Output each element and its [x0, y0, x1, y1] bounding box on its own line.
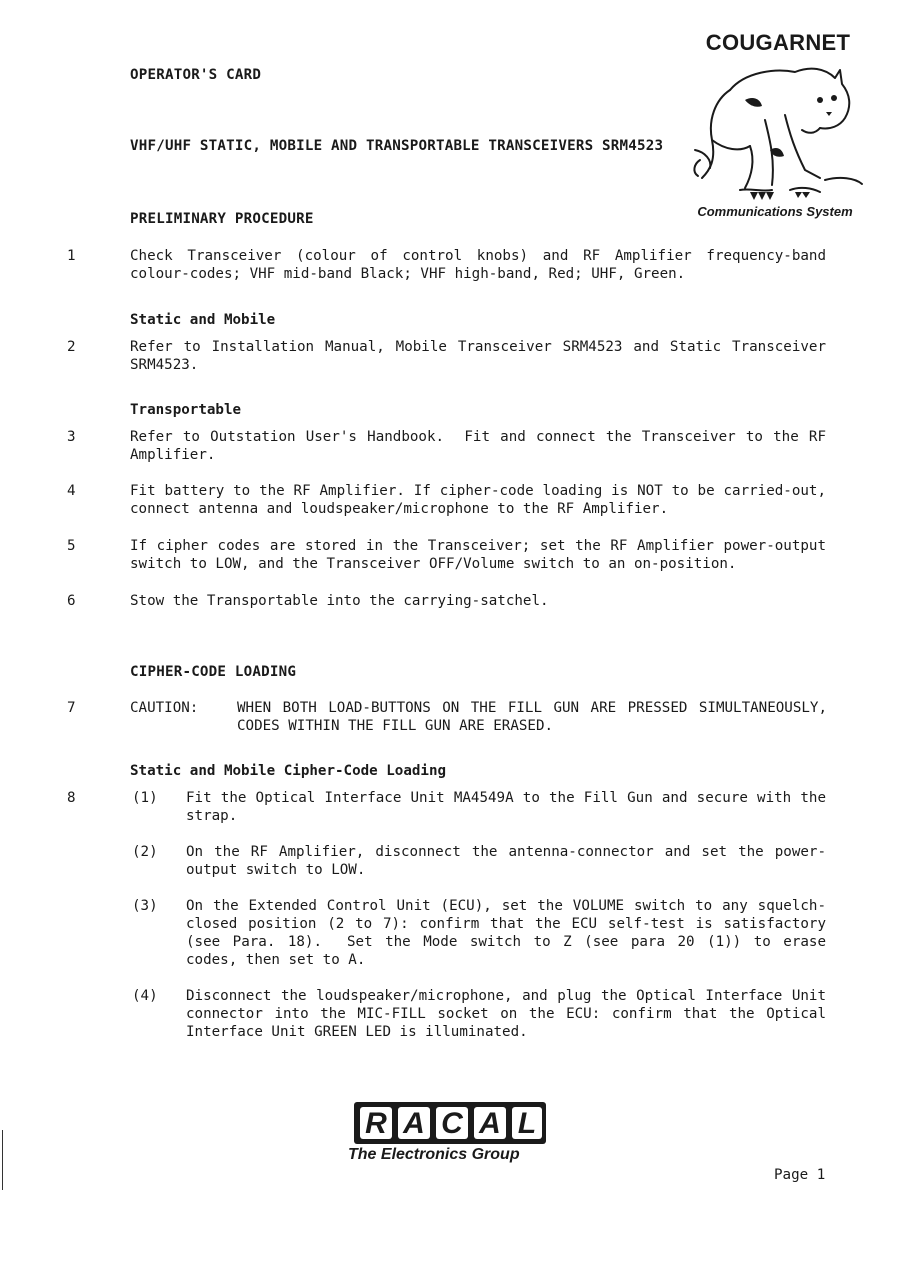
brand-tagline: Communications System [697, 204, 853, 219]
item-number: 3 [67, 429, 76, 445]
svg-text:A: A [479, 1107, 501, 1140]
scan-mark [2, 1130, 3, 1190]
subheading-static-mobile: Static and Mobile [130, 312, 276, 328]
caution-text: WHEN BOTH LOAD-BUTTONS ON THE FILL GUN ARE PRESSED SIMULTANEOUSLY, CODES WITHIN THE FILL GUN ARE ERASED. [237, 700, 836, 734]
section-title-preliminary: PRELIMINARY PROCEDURE [130, 211, 314, 227]
svg-text:A: A [403, 1107, 425, 1140]
brand-name: COUGARNET [705, 30, 851, 55]
racal-tagline: The Electronics Group [348, 1146, 520, 1163]
card-title: OPERATOR'S CARD [130, 67, 262, 83]
item-text: Refer to Outstation User's Handbook. Fit and connect the Transceiver to the RF Amplifier. [130, 429, 835, 463]
step-label: (1) [132, 790, 158, 806]
item-number: 2 [67, 339, 76, 355]
step-text: On the Extended Control Unit (ECU), set the VOLUME switch to any squelch-closed position (2 to 7): confirm that the ECU self-test is satisfactory (see Para. 18). Set the Mode switch to Z (see para 20 (1)) to erase codes, then set to A. [186, 898, 835, 968]
item-number: 1 [67, 248, 76, 264]
svg-text:C: C [441, 1107, 463, 1140]
item-number: 5 [67, 538, 76, 554]
step-text: Disconnect the loudspeaker/microphone, and plug the Optical Interface Unit connector into the MIC-FILL socket on the ECU: confirm that the Optical Interface Unit GREEN LED is illuminated. [186, 988, 835, 1040]
page-number: Page 1 [774, 1167, 826, 1183]
step-label: (2) [132, 844, 158, 860]
subheading-static-mobile-cipher: Static and Mobile Cipher-Code Loading [130, 763, 447, 779]
item-number: 6 [67, 593, 76, 609]
racal-logo-icon [352, 1100, 548, 1146]
subheading-transportable: Transportable [130, 402, 242, 418]
cougar-logo-icon [690, 60, 865, 205]
item-number: 7 [67, 700, 76, 716]
item-text: Check Transceiver (colour of control knobs) and RF Amplifier frequency-band colour-codes; VHF mid-band Black; VHF high-band, Red; UHF, Green. [130, 248, 835, 282]
step-label: (3) [132, 898, 158, 914]
item-number: 8 [67, 790, 76, 806]
step-label: (4) [132, 988, 158, 1004]
section-title-cipher: CIPHER-CODE LOADING [130, 664, 297, 680]
svg-text:L: L [517, 1107, 537, 1140]
item-text: Refer to Installation Manual, Mobile Transceiver SRM4523 and Static Transceiver SRM4523. [130, 339, 835, 373]
item-text: Stow the Transportable into the carrying-satchel. [130, 593, 549, 609]
item-text: Fit battery to the RF Amplifier. If cipher-code loading is NOT to be carried-out, connect antenna and loudspeaker/microphone to the RF Amplifier. [130, 483, 835, 517]
svg-text:R: R [365, 1107, 387, 1140]
step-text: Fit the Optical Interface Unit MA4549A to the Fill Gun and secure with the strap. [186, 790, 835, 824]
item-number: 4 [67, 483, 76, 499]
document-title: VHF/UHF STATIC, MOBILE AND TRANSPORTABLE TRANSCEIVERS SRM4523 [130, 138, 664, 154]
step-text: On the RF Amplifier, disconnect the antenna-connector and set the power-output switch to LOW. [186, 844, 826, 878]
item-text: If cipher codes are stored in the Transceiver; set the RF Amplifier power-output switch to LOW, and the Transceiver OFF/Volume switch to an on-position. [130, 538, 835, 572]
caution-label: CAUTION: [130, 700, 199, 716]
